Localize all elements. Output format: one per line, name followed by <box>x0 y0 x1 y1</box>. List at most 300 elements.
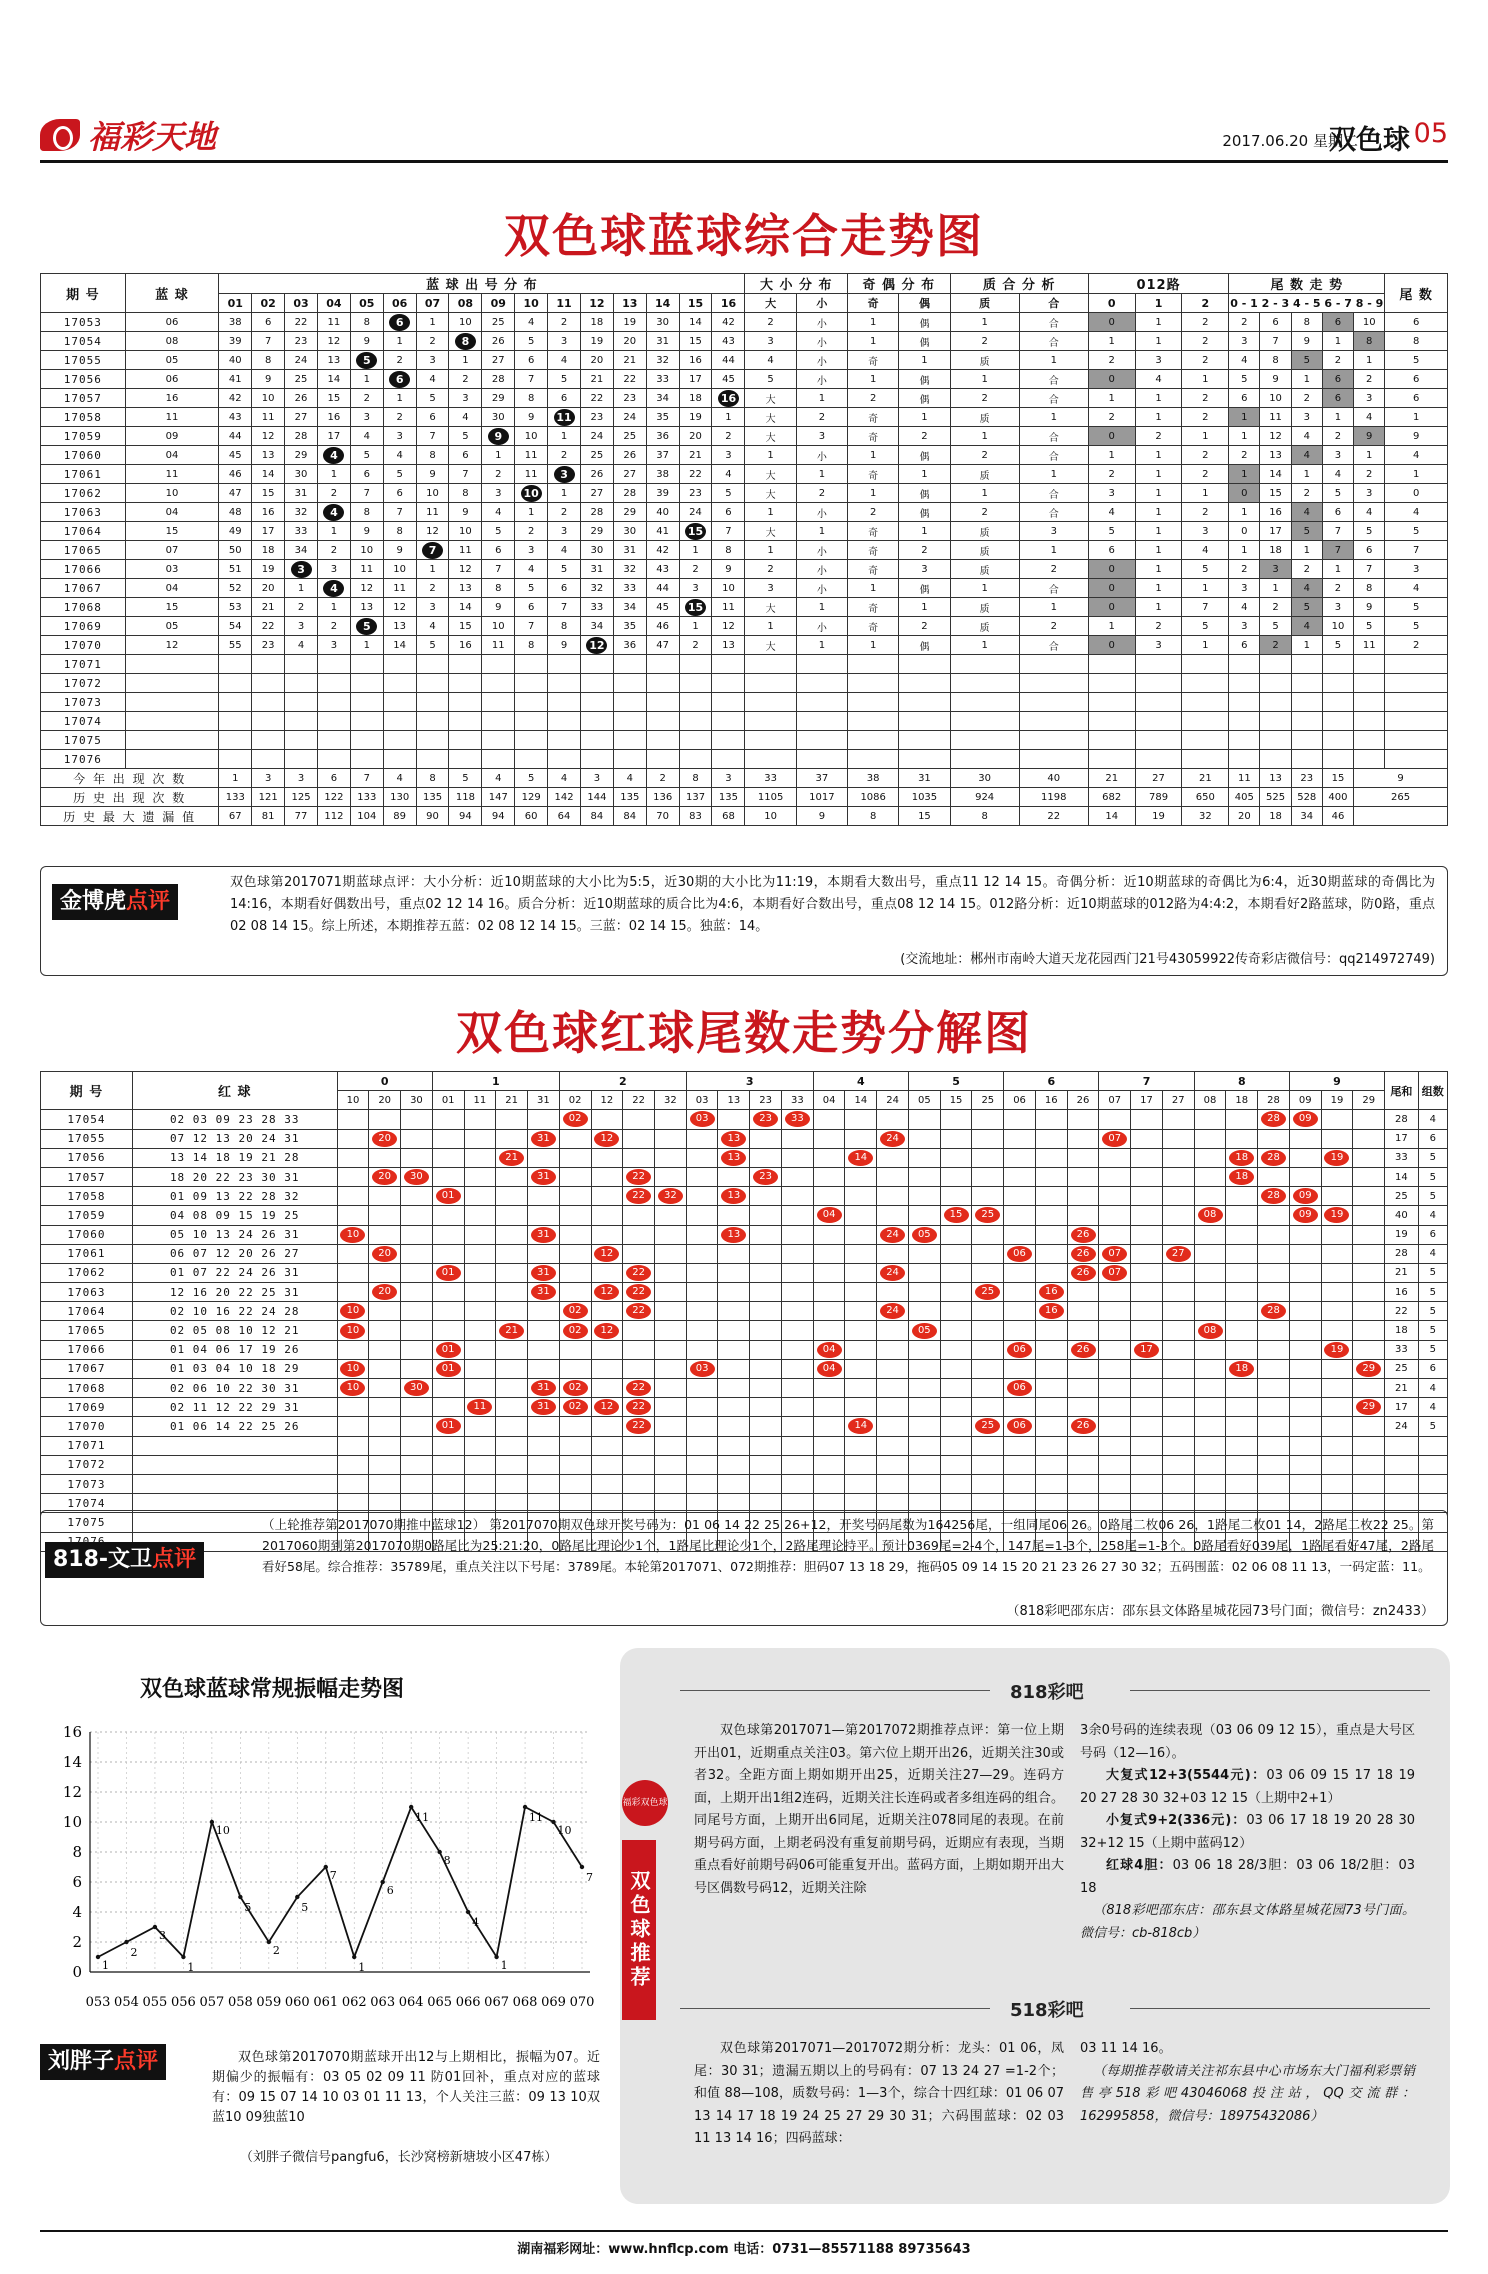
omission-value: 2 <box>692 563 699 575</box>
table-cell <box>679 655 712 674</box>
number-cell <box>1353 1436 1385 1455</box>
trend-cell: 7 <box>1322 541 1353 560</box>
table-cell <box>679 750 712 769</box>
row-sum: 16 <box>1385 1283 1418 1302</box>
number-cell <box>337 1244 369 1263</box>
row-groups: 5 <box>1418 1417 1447 1436</box>
number-cell <box>1353 1263 1385 1282</box>
trend-cell: 5 <box>1291 598 1322 617</box>
number-cell <box>1353 1379 1385 1398</box>
row-groups: 4 <box>1418 1206 1447 1225</box>
omission-value: 3 <box>560 335 568 347</box>
blue-ball: 10 <box>521 485 542 502</box>
table-cell <box>899 712 950 731</box>
trend-cell: 1 <box>950 427 1019 446</box>
number-cell <box>464 1302 496 1321</box>
header-ball-number: 10 <box>515 294 548 313</box>
omission-cell <box>350 313 383 332</box>
number-cell <box>908 1206 940 1225</box>
number-cell <box>1258 1283 1290 1302</box>
trend-cell: 5 <box>1182 617 1229 636</box>
number-cell <box>528 1321 560 1340</box>
number-cell <box>1353 1167 1385 1186</box>
number-cell <box>1131 1263 1163 1282</box>
red-ball: 20 <box>372 1284 397 1300</box>
y-tick-label: 14 <box>62 1753 82 1771</box>
x-tick-label: 058 <box>227 1995 253 2010</box>
table-row <box>41 484 1448 503</box>
omission-cell <box>712 446 745 465</box>
number-cell <box>369 1474 401 1493</box>
big-combo-title: 大复式12+3(5544元)： <box>1106 1768 1267 1783</box>
red-ball: 03 <box>690 1361 715 1377</box>
number-cell <box>337 1379 369 1398</box>
omission-value: 19 <box>689 411 702 423</box>
omission-value: 4 <box>462 411 469 423</box>
table-cell <box>1385 674 1448 693</box>
number-cell <box>1004 1129 1036 1148</box>
number-cell <box>908 1474 940 1493</box>
table-cell <box>515 731 548 750</box>
table-row <box>41 1187 1448 1206</box>
table-row <box>41 1455 1448 1474</box>
data-point <box>381 1880 385 1884</box>
number-cell <box>1226 1321 1258 1340</box>
number-cell <box>591 1206 623 1225</box>
number-cell <box>559 1321 591 1340</box>
trend-cell: 8 <box>1385 332 1448 351</box>
trend-cell: 1 <box>1291 636 1322 655</box>
number-cell <box>1004 1110 1036 1129</box>
table-cell <box>1385 712 1448 731</box>
red-ball: 01 <box>436 1418 461 1434</box>
stats-value: 67 <box>219 807 252 826</box>
red-ball: 01 <box>436 1342 461 1358</box>
row-groups: 4 <box>1418 1398 1447 1417</box>
omission-cell <box>383 351 416 370</box>
trend-cell: 1 <box>1135 484 1182 503</box>
number-cell <box>908 1302 940 1321</box>
number-cell <box>1226 1474 1258 1493</box>
omission-cell <box>646 541 679 560</box>
stats-value: 129 <box>515 788 548 807</box>
number-cell <box>940 1187 972 1206</box>
table-cell <box>646 693 679 712</box>
number-cell <box>1194 1244 1226 1263</box>
red-ball: 02 <box>563 1380 588 1396</box>
omission-cell <box>416 351 449 370</box>
omission-value: 1 <box>560 487 568 499</box>
number-cell <box>908 1359 940 1378</box>
red-ball: 07 <box>1102 1246 1127 1262</box>
number-cell <box>1321 1379 1353 1398</box>
omission-value: 15 <box>689 335 702 347</box>
table-cell <box>679 731 712 750</box>
header-number: 19 <box>1321 1091 1353 1110</box>
trend-cell: 1 <box>1260 579 1291 598</box>
number-cell <box>1162 1455 1194 1474</box>
number-cell <box>972 1206 1004 1225</box>
row-issue: 17062 <box>41 1263 133 1282</box>
number-cell <box>845 1474 877 1493</box>
stats-value: 19 <box>1135 807 1182 826</box>
header-ball-number: 02 <box>252 294 285 313</box>
omission-value: 31 <box>623 544 637 556</box>
header-ball-number: 13 <box>613 294 646 313</box>
data-point <box>580 1865 584 1869</box>
omission-value: 20 <box>261 582 275 594</box>
table-cell <box>482 693 515 712</box>
number-cell <box>908 1129 940 1148</box>
x-tick-label: 067 <box>484 1995 510 2010</box>
row-groups: 6 <box>1418 1359 1447 1378</box>
number-cell <box>1258 1302 1290 1321</box>
number-cell <box>1162 1225 1194 1244</box>
trend-cell: 5 <box>1291 351 1322 370</box>
number-cell <box>559 1129 591 1148</box>
omission-cell <box>515 313 548 332</box>
header-ball-number: 08 <box>449 294 482 313</box>
trend-cell: 2 <box>1229 560 1260 579</box>
red-ball: 02 <box>563 1399 588 1415</box>
blue-ball-mark <box>350 351 383 370</box>
omission-value: 7 <box>429 430 436 442</box>
number-cell <box>750 1455 782 1474</box>
number-cell <box>528 1206 560 1225</box>
table-cell <box>1135 750 1182 769</box>
omission-value: 3 <box>330 639 338 651</box>
number-cell <box>1194 1225 1226 1244</box>
stats-value: 70 <box>646 807 679 826</box>
row-issue: 17054 <box>41 1110 133 1129</box>
number-cell <box>1099 1110 1131 1129</box>
number-cell <box>1099 1379 1131 1398</box>
header-number: 22 <box>623 1091 655 1110</box>
header-ball-number: 11 <box>548 294 581 313</box>
omission-value: 11 <box>524 468 538 480</box>
red-ball: 24 <box>880 1303 905 1319</box>
omission-value: 11 <box>491 639 505 651</box>
omission-value: 10 <box>393 563 406 575</box>
trend-cell: 2 <box>1354 465 1385 484</box>
blue-trend-table <box>40 273 1448 826</box>
omission-cell <box>285 370 318 389</box>
table-cell <box>679 674 712 693</box>
number-cell <box>1289 1263 1321 1282</box>
trend-cell: 1 <box>796 522 847 541</box>
omission-value: 4 <box>297 639 305 651</box>
number-cell <box>1289 1225 1321 1244</box>
number-cell <box>559 1359 591 1378</box>
header-road-sub: 2 <box>1182 294 1229 313</box>
number-cell <box>496 1302 528 1321</box>
red-ball: 10 <box>340 1303 365 1319</box>
stats-value: 1 <box>219 769 252 788</box>
omission-cell <box>219 541 252 560</box>
number-cell <box>718 1359 750 1378</box>
omission-value: 3 <box>396 430 403 442</box>
trend-cell: 1 <box>1322 332 1353 351</box>
omission-cell <box>482 389 515 408</box>
row-issue: 17071 <box>41 1436 133 1455</box>
number-cell <box>908 1321 940 1340</box>
trend-cell: 1 <box>899 408 950 427</box>
trend-cell: 1 <box>899 522 950 541</box>
number-cell <box>559 1398 591 1417</box>
y-tick-label: 2 <box>72 1933 82 1951</box>
omission-value: 8 <box>396 525 403 537</box>
omission-value: 14 <box>327 373 341 385</box>
number-cell <box>528 1148 560 1167</box>
stats-value: 924 <box>950 788 1019 807</box>
trend-cell: 0 <box>1088 427 1135 446</box>
row-groups: 6 <box>1418 1225 1447 1244</box>
table-cell <box>899 750 950 769</box>
omission-value: 26 <box>590 468 604 480</box>
table-cell <box>1088 693 1135 712</box>
number-cell <box>972 1398 1004 1417</box>
number-cell <box>369 1321 401 1340</box>
trend-cell: 合 <box>1019 636 1088 655</box>
number-cell <box>686 1455 718 1474</box>
stats-value: 118 <box>449 788 482 807</box>
number-cell <box>464 1436 496 1455</box>
red-ball: 16 <box>1039 1284 1064 1300</box>
number-cell <box>1131 1455 1163 1474</box>
omission-cell <box>350 636 383 655</box>
blue-ball-mark <box>580 636 613 655</box>
trend-cell: 3 <box>1385 560 1448 579</box>
number-cell <box>1067 1167 1099 1186</box>
number-cell <box>1035 1206 1067 1225</box>
blue-ball: 9 <box>488 428 509 445</box>
omission-cell <box>252 579 285 598</box>
red-ball: 21 <box>499 1323 524 1339</box>
stats-value: 3 <box>285 769 318 788</box>
blue-ball-mark <box>548 408 581 427</box>
data-point <box>96 1955 100 1959</box>
table-cell <box>219 693 252 712</box>
number-cell <box>559 1283 591 1302</box>
red-ball: 18 <box>1229 1169 1254 1185</box>
row-red: 13 14 18 19 21 28 <box>132 1148 337 1167</box>
stats-value: 83 <box>679 807 712 826</box>
x-tick-label: 065 <box>427 1995 453 2010</box>
omission-cell <box>449 408 482 427</box>
trend-cell: 1 <box>1229 541 1260 560</box>
trend-cell: 9 <box>1291 332 1322 351</box>
omission-value: 1 <box>527 506 535 518</box>
number-cell <box>1226 1455 1258 1474</box>
logo-text: 福彩天地 <box>88 118 217 156</box>
number-cell <box>1067 1455 1099 1474</box>
red-ball: 02 <box>563 1111 588 1127</box>
number-cell <box>781 1321 813 1340</box>
trend-cell: 16 <box>1260 503 1291 522</box>
number-cell <box>813 1340 845 1359</box>
number-cell <box>1162 1359 1194 1378</box>
trend-cell: 1 <box>1229 465 1260 484</box>
row-blue <box>125 731 219 750</box>
omission-cell <box>317 465 350 484</box>
table-cell <box>1291 693 1322 712</box>
row-groups: 4 <box>1418 1110 1447 1129</box>
number-cell <box>1004 1225 1036 1244</box>
blue-ball-mark <box>383 313 416 332</box>
omission-cell <box>449 351 482 370</box>
omission-cell <box>252 484 285 503</box>
number-cell <box>1353 1474 1385 1493</box>
table-cell <box>1019 712 1088 731</box>
omission-cell <box>712 427 745 446</box>
red-trend-table <box>40 1071 1448 1552</box>
omission-value: 34 <box>623 601 637 613</box>
bar2-left-text: 双色球第2017071—2017072期分析：龙头：01 06，凤尾：30 31；遗漏五期以上的号码有：07 13 24 27 =1-2个；和值 88—108，质数号码：1—3个，综合十四红球：01 06 07 13 14 17 18 19 24 25 27 29 30 31；六码围蓝球：02 03 11 13 14 16；四码蓝球： <box>694 2041 1064 2146</box>
stats-value: 400 <box>1322 788 1353 807</box>
omission-value: 41 <box>228 373 242 385</box>
blue-ball-mark <box>712 389 745 408</box>
header-prime-sub: 质 <box>950 294 1019 313</box>
row-red: 02 10 16 22 24 28 <box>132 1302 337 1321</box>
number-cell <box>686 1474 718 1493</box>
stats-value: 33 <box>745 769 796 788</box>
trend-cell: 6 <box>1088 541 1135 560</box>
number-cell <box>1004 1417 1036 1436</box>
omission-value: 9 <box>462 506 469 518</box>
red-ball: 11 <box>467 1399 492 1415</box>
number-cell <box>559 1340 591 1359</box>
tag-suffix: 点评 <box>126 889 171 914</box>
omission-cell <box>285 427 318 446</box>
y-tick-label: 8 <box>72 1843 82 1861</box>
row-blue: 11 <box>125 465 219 484</box>
table-cell <box>848 674 899 693</box>
omission-value: 22 <box>590 392 604 404</box>
stats-value: 6 <box>317 769 350 788</box>
omission-value: 4 <box>429 620 436 632</box>
omission-value: 22 <box>294 316 308 328</box>
omission-value: 25 <box>491 316 505 328</box>
bar1-left-text: 双色球第2017071—第2017072期推荐点评：第一位上期开出01，近期重点关注03。第六位上期开出26，近期关注30或者32。全距方面上期如期开出25，近期关注27—29。连码方面，上期开出1组2连码，近期关注长连码或者多组连码的组合。同尾号方面，上期开出6同尾，近期关注078同尾的表现。在前期号码方面，上期老码没有重复前期号码，近期应有表现，当期重点看好前期号码06可能重复开出。蓝码方面，上期如期开出大号区偶数号码12，近期关注除 <box>694 1723 1064 1896</box>
trend-cell: 奇 <box>848 617 899 636</box>
number-cell <box>1258 1455 1290 1474</box>
table-cell <box>1354 693 1385 712</box>
number-cell <box>1067 1263 1099 1282</box>
table-cell <box>613 750 646 769</box>
table-cell <box>317 674 350 693</box>
number-cell <box>877 1302 909 1321</box>
omission-cell <box>416 560 449 579</box>
omission-value: 1 <box>429 316 436 328</box>
header-issue: 期 号 <box>41 1072 133 1110</box>
number-cell <box>686 1417 718 1436</box>
omission-value: 1 <box>330 601 338 613</box>
number-cell <box>1004 1474 1036 1493</box>
red-ball: 26 <box>1071 1227 1096 1243</box>
table-row <box>41 1244 1448 1263</box>
trend-cell: 偶 <box>899 332 950 351</box>
number-cell <box>1321 1187 1353 1206</box>
omission-cell <box>416 484 449 503</box>
trend-cell: 4 <box>1291 503 1322 522</box>
row-red: 01 07 22 24 26 31 <box>132 1263 337 1282</box>
omission-value: 5 <box>429 392 436 404</box>
omission-cell <box>515 408 548 427</box>
omission-value: 4 <box>527 563 535 575</box>
red-ball: 04 <box>817 1361 842 1377</box>
row-issue: 17074 <box>41 712 126 731</box>
number-cell <box>781 1244 813 1263</box>
number-cell <box>1067 1148 1099 1167</box>
stats-value: 94 <box>482 807 515 826</box>
omission-value: 8 <box>264 354 272 366</box>
omission-cell <box>350 541 383 560</box>
omission-cell <box>515 446 548 465</box>
number-cell <box>813 1206 845 1225</box>
number-cell <box>623 1148 655 1167</box>
red-ball: 30 <box>404 1169 429 1185</box>
big-combo: 03 06 09 15 17 18 19 20 27 28 30 32+03 12 15（上期中2+1） <box>1080 1768 1416 1806</box>
number-cell <box>1321 1129 1353 1148</box>
omission-value: 45 <box>722 373 735 385</box>
trend-cell: 1 <box>1135 446 1182 465</box>
header-number: 32 <box>654 1091 686 1110</box>
number-cell <box>401 1110 433 1129</box>
trend-cell: 偶 <box>899 484 950 503</box>
trend-cell: 1 <box>1291 370 1322 389</box>
omission-value: 6 <box>396 487 403 499</box>
omission-value: 44 <box>722 354 735 366</box>
omission-value: 4 <box>560 544 568 556</box>
number-cell <box>337 1225 369 1244</box>
comment-text-3: 双色球第2017070期蓝球开出12与上期相比，振幅为07。近期偏少的振幅有：03 05 02 09 11 防01回补，重点对应的蓝球有：09 15 07 14 10 03 01 11 13，个人关注三蓝：09 13 10双蓝10 09独蓝10 <box>212 2050 600 2125</box>
omission-cell <box>219 332 252 351</box>
trend-cell: 4 <box>1291 579 1322 598</box>
number-cell <box>845 1321 877 1340</box>
table-cell <box>1088 750 1135 769</box>
omission-cell <box>646 408 679 427</box>
omission-value: 3 <box>330 563 338 575</box>
red-ball: 17 <box>1134 1342 1159 1358</box>
omission-cell <box>219 522 252 541</box>
row-blue: 15 <box>125 598 219 617</box>
number-cell <box>1099 1474 1131 1493</box>
omission-value: 43 <box>656 563 669 575</box>
number-cell <box>654 1244 686 1263</box>
omission-value: 27 <box>491 354 505 366</box>
trend-cell: 3 <box>1260 560 1291 579</box>
stats-value: 5 <box>449 769 482 788</box>
row-blue: 07 <box>125 541 219 560</box>
omission-cell <box>646 522 679 541</box>
omission-cell <box>449 522 482 541</box>
blue-ball: 4 <box>323 447 344 464</box>
table-cell <box>1385 655 1448 674</box>
number-cell <box>1035 1455 1067 1474</box>
header-rule <box>40 160 1448 163</box>
number-cell <box>401 1283 433 1302</box>
omission-cell <box>548 522 581 541</box>
omission-cell <box>350 484 383 503</box>
number-cell <box>1194 1129 1226 1148</box>
header-tail-group: 7 <box>1099 1072 1194 1091</box>
red-ball: 31 <box>531 1169 556 1185</box>
red-ball: 06 <box>1007 1380 1032 1396</box>
number-cell <box>1226 1417 1258 1436</box>
number-cell <box>528 1263 560 1282</box>
bar1-name: 818彩吧 <box>1010 1682 1084 1703</box>
number-cell <box>337 1187 369 1206</box>
